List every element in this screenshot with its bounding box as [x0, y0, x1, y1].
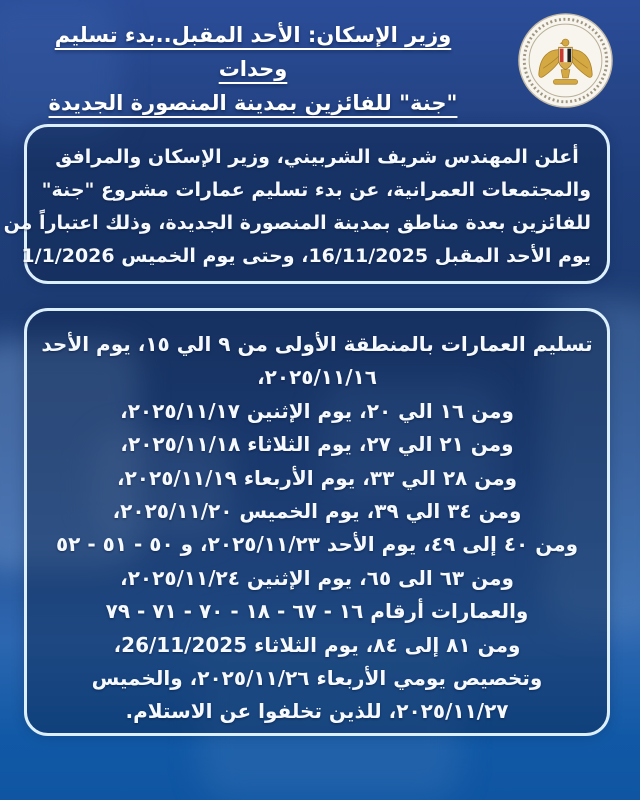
- schedule-line: والعمارات أرقام ١٦ - ٦٧ - ١٨ - ٧٠ - ٧١ - ٧٩: [105, 599, 529, 624]
- schedule-line: ومن ٢١ الي ٢٧، يوم الثلاثاء ٢٠٢٥/١١/١٨،: [120, 432, 514, 457]
- schedule-line: وتخصيص يومي الأربعاء ٢٠٢٥/١١/٢٦، والخميس: [91, 666, 543, 691]
- announcement-line: والمجتمعات العمرانية، عن بدء تسليم عمارات مشروع "جنة": [41, 179, 591, 201]
- schedule-line: ومن ١٦ الي ٢٠، يوم الإثنين ٢٠٢٥/١١/١٧،: [120, 398, 514, 423]
- schedule-line: ٢٠٢٥/١١/٢٧، للذين تخلفوا عن الاستلام.: [125, 699, 509, 724]
- schedule-line: ومن ٣٤ الي ٣٩، يوم الخميس ٢٠٢٥/١١/٢٠،: [112, 499, 522, 524]
- announcement-line: أعلن المهندس شريف الشربيني، وزير الإسكان والمرافق: [55, 146, 579, 168]
- schedule-line: ومن ٤٠ إلى ٤٩، يوم الأحد ٢٠٢٥/١١/٢٣، و ٥٠ - ٥١ - ٥٢: [55, 532, 579, 557]
- header: [0, 0, 640, 118]
- schedule-line: ومن ٢٨ الي ٣٣، يوم الأربعاء ٢٠٢٥/١١/١٩،: [116, 465, 518, 490]
- schedule-line: ومن ٦٣ الى ٦٥، يوم الإثنين ٢٠٢٥/١١/٢٤،: [120, 565, 514, 590]
- schedule-box: [24, 308, 610, 736]
- page-title-line1: وزير الإسكان: الأحد المقبل..بدء تسليم وحدات: [54, 23, 452, 81]
- page-title: [22, 18, 484, 120]
- schedule-line: ومن ٨١ إلى ٨٤، يوم الثلاثاء 26/11/2025،: [113, 632, 521, 657]
- egypt-eagle-seal-icon: [517, 12, 614, 109]
- schedule-line: ٢٠٢٥/١١/١٦،: [257, 365, 377, 390]
- schedule-line: تسليم العمارات بالمنطقة الأولى من ٩ الي ١٥، يوم الأحد: [41, 332, 593, 356]
- announcement-line: للفائزين بعدة مناطق بمدينة المنصورة الجديدة، وذلك اعتباراً من: [3, 212, 591, 234]
- announcement-box: [3, 124, 610, 284]
- page-title-line2: "جنة" للفائزين بمدينة المنصورة الجديدة: [48, 91, 458, 115]
- announcement-line: يوم الأحد المقبل 16/11/2025، وحتى يوم الخميس 1/1/2026: [21, 245, 591, 267]
